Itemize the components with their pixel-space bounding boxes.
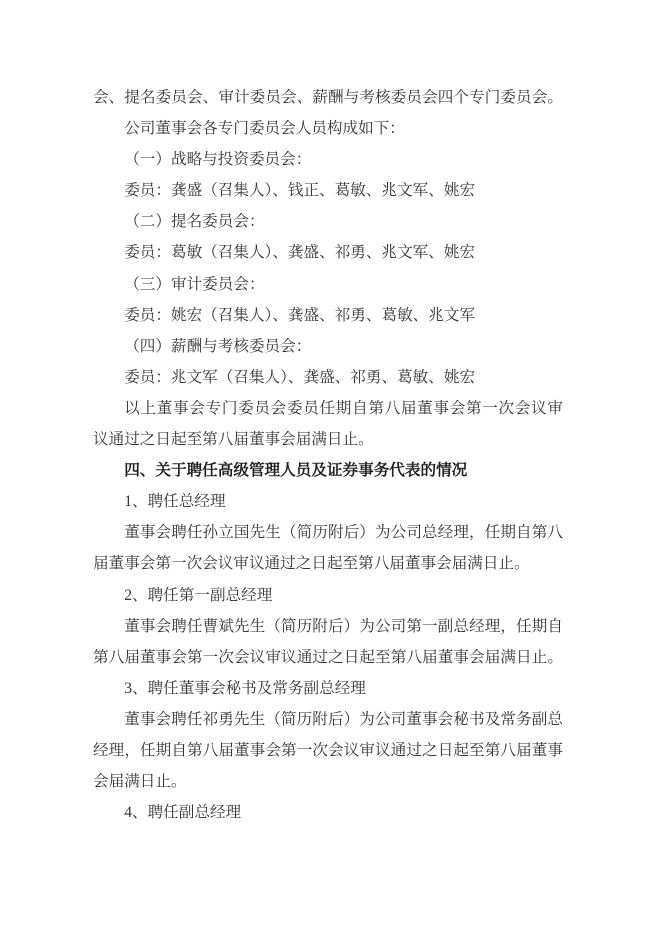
- text-line: 董事会聘任孙立国先生（简历附后）为公司总经理，任期自第八: [124, 524, 563, 542]
- text-line: 会届满日止。: [93, 773, 187, 791]
- document-text-block: [93, 82, 563, 828]
- text-line: 届董事会第一次会议审议通过之日起至第八届董事会届满日止。: [93, 555, 530, 573]
- text-line: 经理，任期自第八届董事会第一次会议审议通过之日起至第八届董事: [93, 741, 563, 759]
- text-line: （二）提名委员会：: [124, 213, 265, 231]
- text-line: 1、聘任总经理: [124, 493, 226, 511]
- text-line: （三）审计委员会：: [124, 275, 265, 293]
- text-line: 委员：葛敏（召集人）、龚盛、祁勇、兆文军、姚宏: [124, 244, 476, 262]
- text-line: 2、聘任第一副总经理: [124, 586, 273, 604]
- text-line: （一）战略与投资委员会：: [124, 151, 312, 169]
- text-line: 董事会聘任曹斌先生（简历附后）为公司第一副总经理，任期自: [124, 617, 563, 635]
- text-line: 董事会聘任祁勇先生（简历附后）为公司董事会秘书及常务副总: [124, 710, 563, 728]
- text-line: 委员：兆文军（召集人）、龚盛、祁勇、葛敏、姚宏: [124, 368, 476, 386]
- text-line: 以上董事会专门委员会委员任期自第八届董事会第一次会议审: [124, 399, 563, 417]
- text-line: 会、提名委员会、审计委员会、薪酬与考核委员会四个专门委员会。: [93, 89, 563, 106]
- section-heading: 四、关于聘任高级管理人员及证券事务代表的情况: [124, 462, 468, 480]
- text-line: 第八届董事会第一次会议审议通过之日起至第八届董事会届满日止。: [93, 648, 563, 666]
- text-line: 4、聘任副总经理: [124, 804, 242, 822]
- text-line: 公司董事会各专门委员会人员构成如下：: [124, 120, 405, 138]
- text-line: （四）薪酬与考核委员会：: [124, 337, 312, 355]
- text-line: 3、聘任董事会秘书及常务副总经理: [124, 679, 366, 697]
- text-line: 委员：龚盛（召集人）、钱正、葛敏、兆文军、姚宏: [124, 182, 476, 200]
- text-line: 议通过之日起至第八届董事会届满日止。: [93, 431, 374, 449]
- text-line: 委员：姚宏（召集人）、龚盛、祁勇、葛敏、兆文军: [124, 306, 476, 324]
